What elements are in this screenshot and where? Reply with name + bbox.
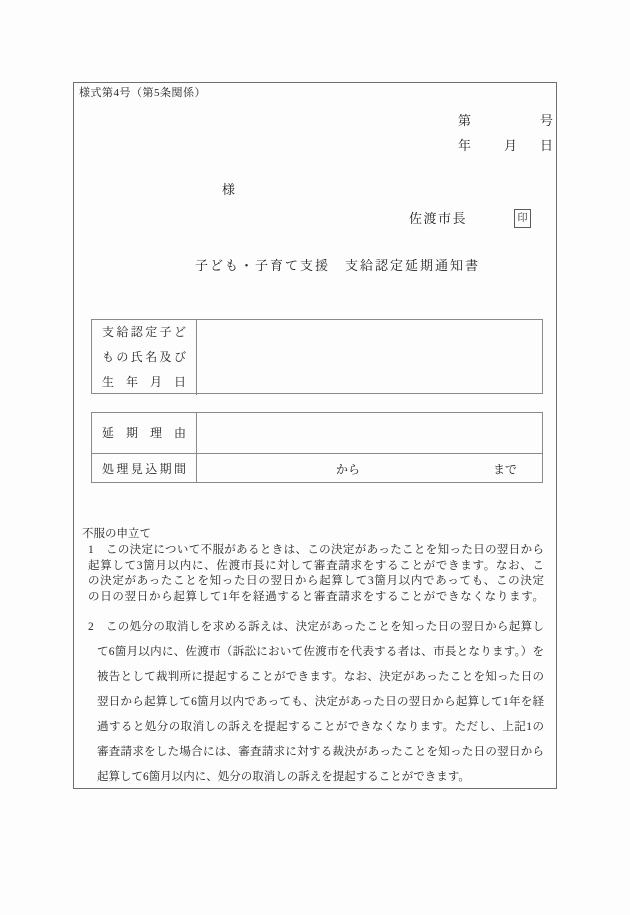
child-label-line3: 生年月日 bbox=[102, 375, 186, 389]
paragraph-line: 翌日から起算して6箇月以内であっても、決定があった日の翌日から起算して1年を経 bbox=[97, 696, 544, 708]
child-info-value-cell bbox=[197, 320, 542, 395]
child-label-line1: 支給認定子ど bbox=[102, 325, 186, 339]
paragraph-line: 審査請求をした場合には、審査請求に対する裁決があったことを知った日の翌日から bbox=[97, 746, 544, 758]
doc-number-suffix: 号 bbox=[540, 113, 554, 128]
reason-period-table bbox=[91, 412, 543, 483]
paragraph-line: 起算して3箇月以内に、佐渡市長に対して審査請求をすることができます。なお、こ bbox=[88, 559, 544, 572]
appeal-heading: 不服の申立て bbox=[82, 528, 151, 540]
paragraph-line: て6箇月以内に、佐渡市（訴訟において佐渡市を代表する者は、市長となります。）を bbox=[97, 646, 544, 658]
child-info-label-cell bbox=[92, 320, 197, 395]
appeal-paragraph-1 bbox=[88, 543, 544, 605]
period-label-cell bbox=[92, 454, 197, 483]
paragraph-line: 被告として裁判所に提起することができます。なお、決定があったことを知った日の bbox=[97, 671, 544, 683]
paragraph-line: 2 この処分の取消しを求める訴えは、決定があったことを知った日の翌日から起算し bbox=[88, 621, 544, 633]
paragraph-line: 起算して6箇月以内に、処分の取消しの訴えを提起することができます。 bbox=[97, 771, 470, 783]
addressee-honorific: 様 bbox=[222, 182, 236, 197]
reason-label-cell bbox=[92, 413, 197, 453]
period-value-cell bbox=[197, 454, 542, 483]
reason-value-cell bbox=[197, 413, 542, 453]
period-from-word: から bbox=[336, 462, 361, 476]
doc-number-prefix: 第 bbox=[458, 113, 472, 128]
child-info-table bbox=[91, 319, 543, 394]
paragraph-line: 過すると処分の取消しの訴えを提起することができなくなります。ただし、上記1の bbox=[97, 721, 544, 733]
date-month-label: 月 bbox=[504, 138, 518, 153]
appeal-paragraph-2 bbox=[88, 615, 544, 790]
document-frame bbox=[73, 82, 557, 789]
period-to-word: まで bbox=[493, 462, 518, 476]
paragraph-line: 1 この決定について不服があるときは、この決定があったことを知った日の翌日から bbox=[88, 544, 544, 556]
form-number-label: 様式第4号（第5条関係） bbox=[79, 87, 206, 99]
reason-label: 延期理由 bbox=[102, 426, 186, 440]
paragraph-line: の決定があったことを知った日の翌日から起算して3箇月以内であっても、この決定 bbox=[88, 575, 544, 587]
document-title: 子ども・子育て支援 支給認定延期通知書 bbox=[195, 258, 481, 273]
table-row bbox=[92, 320, 542, 395]
date-day-label: 日 bbox=[540, 138, 554, 153]
seal-stamp-icon: 印 bbox=[514, 209, 531, 228]
period-label: 処理見込期間 bbox=[102, 461, 186, 476]
child-label-line2: もの氏名及び bbox=[102, 350, 186, 364]
issuer-name: 佐渡市長 bbox=[409, 211, 468, 226]
date-year-label: 年 bbox=[458, 138, 472, 153]
table-row bbox=[92, 413, 542, 453]
paragraph-line: の日の翌日から起算して1年を経過すると審査請求をすることができなくなります。 bbox=[88, 590, 544, 603]
table-row bbox=[92, 453, 542, 483]
